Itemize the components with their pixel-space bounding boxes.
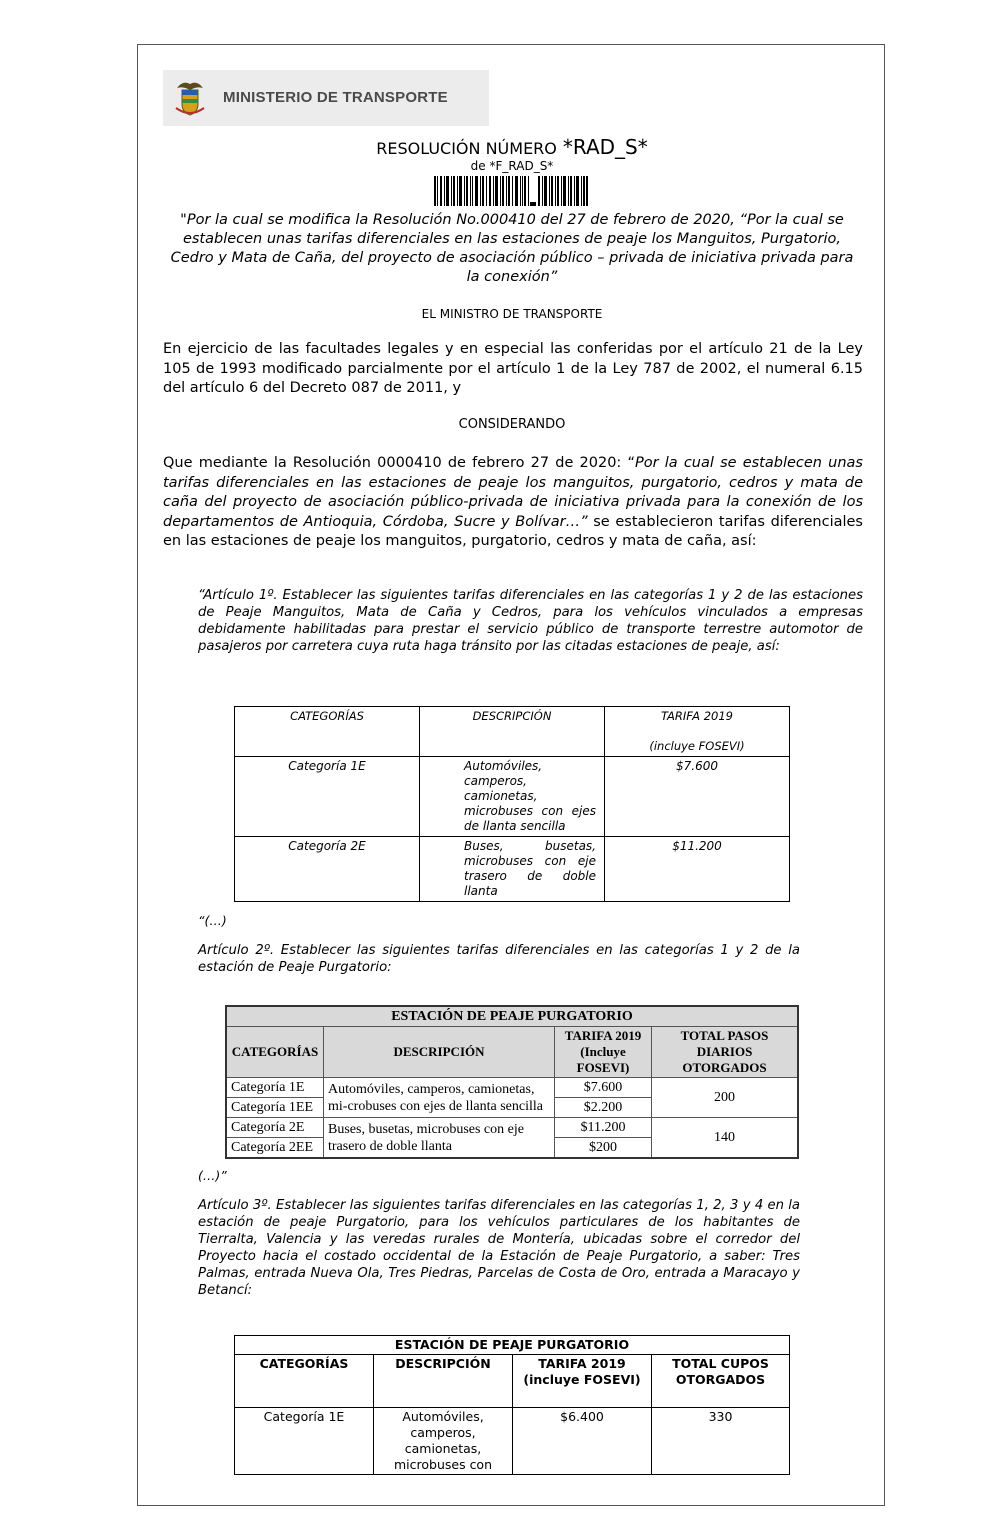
article-2-text: Artículo 2º. Establecer las siguientes tarifas diferenciales en las categorías 1 y 2 de la estación de Peaje Purgatorio: xyxy=(198,943,800,975)
considerando-tail: se establecieron tarifas diferenciales en las estaciones de peaje los manguitos, purgatorio, cedros y mata de caña, así: xyxy=(163,513,863,549)
cell-description: Automóviles, camperos, camionetas, mi-crobuses con ejes de llanta sencilla xyxy=(324,1078,555,1118)
table-header-row xyxy=(235,1355,790,1408)
resolution-title xyxy=(138,135,886,159)
considerando-lead: Que mediante la Resolución 0000410 de febrero 27 de 2020: “ xyxy=(163,455,635,471)
header-total-pasos: TOTAL PASOS DIARIOS OTORGADOS xyxy=(652,1027,799,1078)
header-descripcion: DESCRIPCIÓN xyxy=(420,707,605,757)
cell-total: 200 xyxy=(652,1078,799,1118)
header-tarifa: TARIFA 2019 (incluye FOSEVI) xyxy=(605,707,790,757)
cell-category: Categoría 2E xyxy=(235,837,420,902)
cell-category: Categoría 1EE xyxy=(226,1098,324,1118)
cell-fee: $11.200 xyxy=(555,1118,652,1138)
cell-description: Buses, busetas, microbuses con eje trasero de doble llanta xyxy=(420,837,605,902)
header-tarifa: TARIFA 2019 (Incluye FOSEVI) xyxy=(555,1027,652,1078)
article-3-text: Artículo 3º. Establecer las siguientes tarifas diferenciales en las categorías 1, 2, 3 y 4 en la estación de peaje Purgatorio, para los vehículos particulares de los habitantes de Tierralta, Valencia y las veredas rurales de Montería, ubicadas sobre el corredor del Proyecto hacia el costado occidental de la Estación de Peaje Purgatorio, a saber: Tres Palmas, entrada Nueva Ola, Tres Piedras, Parcelas de Costa de Oro, entrada a Maracayo y Betancí: xyxy=(198,1198,800,1298)
cell-total: 330 xyxy=(652,1408,790,1475)
cell-fee: $2.200 xyxy=(555,1098,652,1118)
cell-description: Automóviles, camperos, camionetas, microbuses con ejes de llanta sencilla xyxy=(420,757,605,837)
coat-of-arms-icon xyxy=(173,78,207,118)
resolution-subject: "Por la cual se modifica la Resolución No.000410 del 27 de febrero de 2020, “Por la cual se establecen unas tarifas diferenciales en las estaciones de peaje los Manguitos, Purgatorio, Cedro y Mata de Caña, del proyecto de asociación público – privada de iniciativa privada para la conexión” xyxy=(170,212,854,285)
ministry-name: MINISTERIO DE TRANSPORTE xyxy=(223,89,448,106)
header-descripcion: DESCRIPCIÓN xyxy=(374,1355,513,1408)
table-row xyxy=(226,1118,798,1138)
header-categorias: CATEGORÍAS xyxy=(235,1355,374,1408)
cell-fee: $6.400 xyxy=(513,1408,652,1475)
considerando-paragraph xyxy=(163,454,863,552)
tariff-table-1 xyxy=(234,706,790,902)
table-banner: ESTACIÓN DE PEAJE PURGATORIO xyxy=(235,1336,790,1355)
header-categorias: CATEGORÍAS xyxy=(235,707,420,757)
tariff-table-3 xyxy=(234,1335,790,1475)
cell-total: 140 xyxy=(652,1118,799,1159)
ministry-header xyxy=(163,70,489,126)
resolution-label: RESOLUCIÓN NÚMERO xyxy=(376,139,557,158)
table-row xyxy=(235,837,790,902)
document-page xyxy=(137,44,885,1506)
cell-fee: $7.600 xyxy=(555,1078,652,1098)
preamble-paragraph: En ejercicio de las facultades legales y en especial las conferidas por el artículo 21 de la Ley 105 de 1993 modificado parcialmente por el artículo 1 de la Ley 787 de 2002, el numeral 6.15 del artículo 6 del Decreto 087 de 2011, y xyxy=(163,341,863,396)
cell-description: Automóviles, camperos, camionetas, microbuses con xyxy=(374,1408,513,1475)
cell-category: Categoría 1E xyxy=(235,757,420,837)
article-1-text: “Artículo 1º. Establecer las siguientes tarifas diferenciales en las categorías 1 y 2 de las estaciones de Peaje Manguitos, Mata de Caña y Cedros, para los vehículos vinculados a empresas debidamente habilitadas para prestar el servicio público de transporte terrestre automotor de pasajeros por carretera cuya ruta haga tránsito por las citadas estaciones de peaje, así: xyxy=(198,588,863,654)
cell-category: Categoría 2E xyxy=(226,1118,324,1138)
resolution-date: de *F_RAD_S* xyxy=(470,159,554,173)
cell-fee: $200 xyxy=(555,1138,652,1159)
cell-fee: $7.600 xyxy=(605,757,790,837)
table-row xyxy=(235,1408,790,1475)
barcode-icon xyxy=(434,176,588,206)
ellipsis-1: “(…) xyxy=(198,913,227,928)
table-row xyxy=(226,1078,798,1098)
table-header-row xyxy=(226,1027,798,1078)
tariff-table-2 xyxy=(225,1005,799,1159)
table-row xyxy=(235,757,790,837)
cell-fee: $11.200 xyxy=(605,837,790,902)
header-tarifa: TARIFA 2019 (incluye FOSEVI) xyxy=(513,1355,652,1408)
cell-category: Categoría 1E xyxy=(235,1408,374,1475)
header-categorias: CATEGORÍAS xyxy=(226,1027,324,1078)
resolution-number: *RAD_S* xyxy=(562,135,648,159)
header-descripcion: DESCRIPCIÓN xyxy=(324,1027,555,1078)
considerando-quote: Por la cual se establecen unas tarifas diferenciales en las estaciones de peaje los manguitos, purgatorio, cedros y mata de caña del proyecto de asociación público-privada de iniciativa privada para la conexión de los departamentos de Antioquia, Córdoba, Sucre y Bolívar…” xyxy=(163,455,863,530)
table-header-row xyxy=(235,707,790,757)
minister-heading: EL MINISTRO DE TRANSPORTE xyxy=(421,307,603,321)
ellipsis-2: (…)” xyxy=(198,1168,227,1183)
cell-description: Buses, busetas, microbuses con eje trasero de doble llanta xyxy=(324,1118,555,1159)
cell-category: Categoría 2EE xyxy=(226,1138,324,1159)
considerando-heading: CONSIDERANDO xyxy=(458,417,566,432)
header-total-cupos: TOTAL CUPOS OTORGADOS xyxy=(652,1355,790,1408)
cell-category: Categoría 1E xyxy=(226,1078,324,1098)
table-banner: ESTACIÓN DE PEAJE PURGATORIO xyxy=(226,1006,798,1027)
